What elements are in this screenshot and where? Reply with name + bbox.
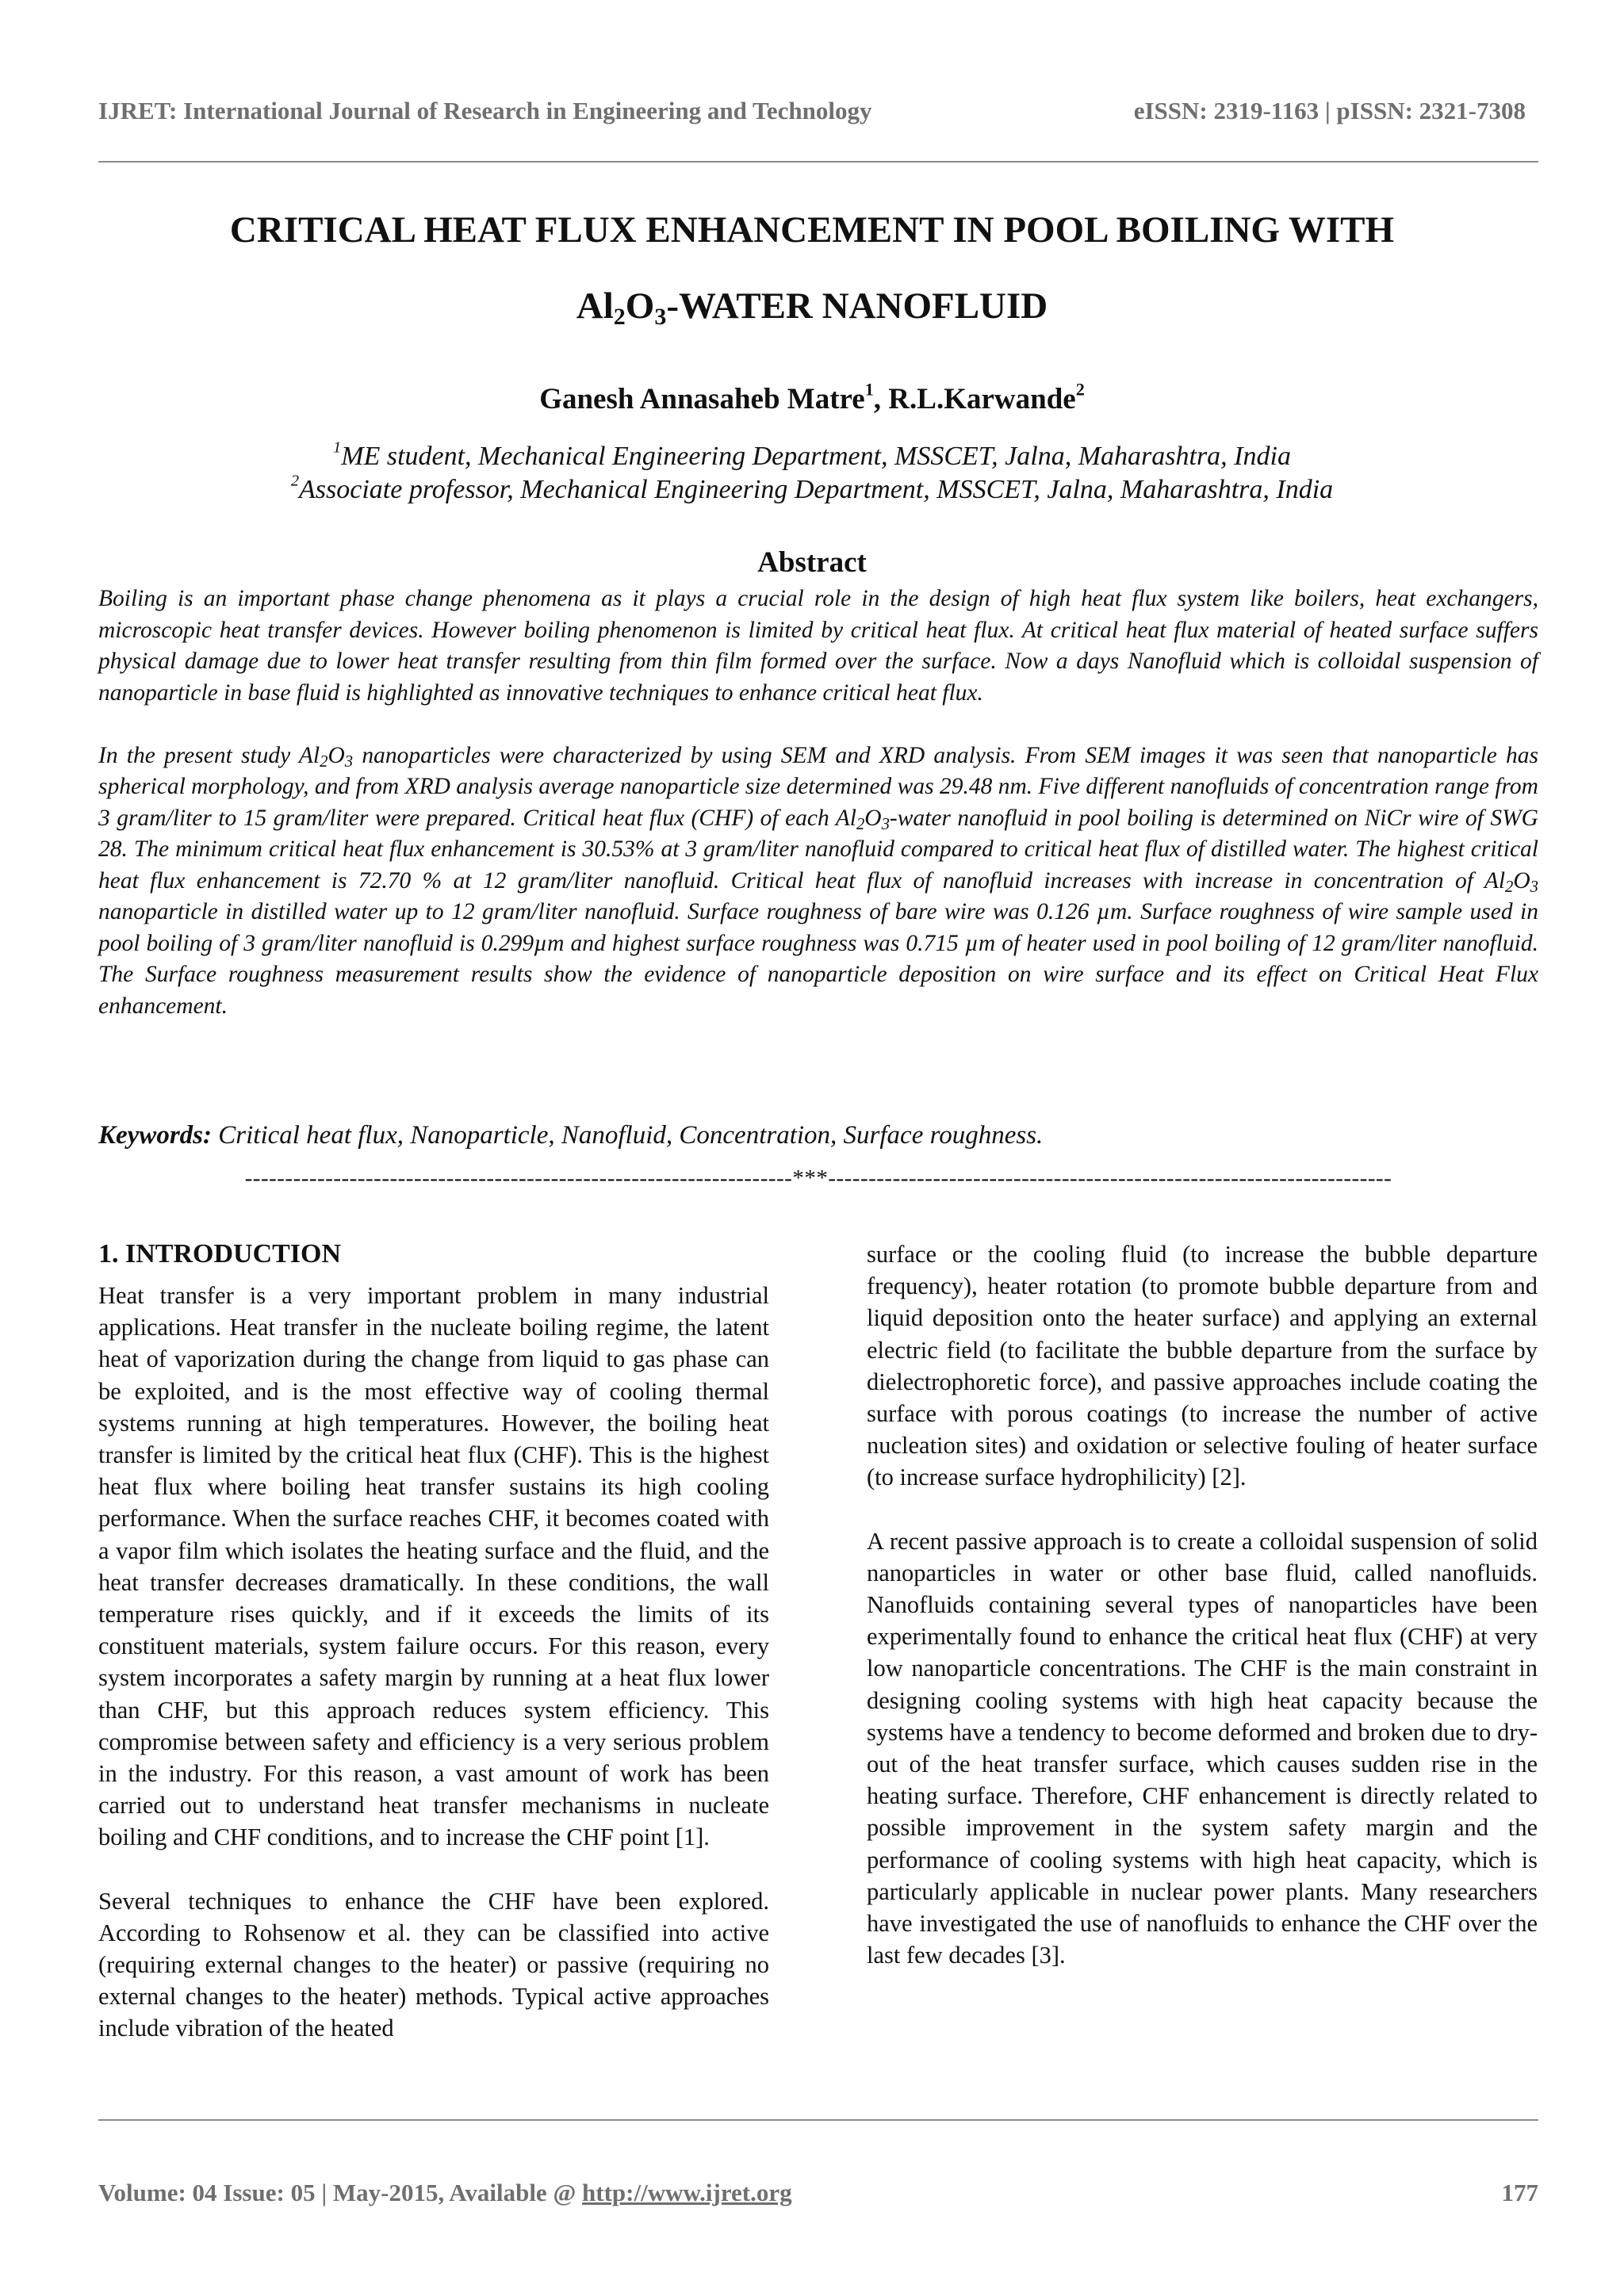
author-1-mark: 1 [864,379,874,400]
subscript: 3 [1530,878,1538,896]
keywords-text: Critical heat flux, Nanoparticle, Nanofluid, Concentration, Surface roughness. [212,1121,1044,1150]
author-separator: , [873,383,889,415]
affiliation-2 [79,473,1545,507]
affiliations [79,440,1545,507]
author-1: Ganesh Annasaheb Matre [539,383,865,415]
header-rule [98,161,1538,163]
journal-link[interactable]: http://www.ijret.org [582,2179,792,2206]
keywords-label: Keywords: [98,1121,212,1150]
intro-paragraph-3: surface or the cooling fluid (to increase the bubble departure frequency), heater rotation (to promote bubble departure from and liquid deposition onto the heater surface) and applying an external electric field (to facilitate the bubble departure from the surface by dielectrophoretic force), and passive approaches include coating the surface with porous coatings (to increase the number of active nucleation sites) and oxidation or selective fouling of heater surface (to increase surface hydrophilicity) [2]. [867,1241,1538,1491]
title-sub-3: 3 [654,304,667,330]
running-header [98,97,1526,125]
affiliation-1 [79,440,1545,473]
subscript: 3 [881,815,890,833]
abstract-text: O [864,805,882,831]
section-separator: --------------------------------------------------------------------***---------------------------------------------------------------------- [244,1165,1392,1191]
title-line-1: CRITICAL HEAT FLUX ENHANCEMENT IN POOL BOILING WITH [229,209,1395,251]
journal-name: IJRET: International Journal of Research in Engineering and Technology [98,97,872,124]
footer-volume-text: Volume: 04 Issue: 05 | May-2015, Available @ [98,2179,583,2206]
abstract-text: nanoparticle in distilled water up to 12 gram/liter nanofluid. Surface roughness of bare wire was 0.126 µm. Surface roughness of wire sample used in pool boiling of 3 gram/liter nanofluid is 0.299µm and highest surface roughness was 0.715 µm of heater used in pool boiling of 12 gram/liter nanofluid. The Surface roughness measurement results show the evidence of nanoparticle deposition on wire surface and its effect on Critical Heat Flux enhancement. [98,899,1538,1019]
abstract-heading: Abstract [757,546,867,579]
author-2: R.L.Karwande [888,383,1076,415]
paper-title [79,201,1545,354]
intro-paragraph-1: Heat transfer is a very important problem in many industrial applications. Heat transfer in the nucleate boiling regime, the latent heat of vaporization during the change from liquid to gas phase can be exploited, and is the most effective way of cooling thermal systems running at high temperatures. However, the boiling heat transfer is limited by the critical heat flux (CHF). This is the highest heat flux where boiling heat transfer sustains its high cooling performance. When the surface reaches CHF, it becomes coated with a vapor film which isolates the heating surface and the fluid, and the heat transfer decreases dramatically. In these conditions, the wall temperature rises quickly, and if it exceeds the limits of its constituent materials, system failure occurs. For this reason, every system incorporates a safety margin by running at a heat flux lower than CHF, but this approach reduces system efficiency. This compromise between safety and efficiency is a very serious problem in the industry. For this reason, a vast amount of work has been carried out to understand heat transfer mechanisms in nucleate boiling and CHF conditions, and to increase the CHF point [1]. [98,1282,769,1851]
footer-rule [98,2119,1538,2121]
abstract-paragraph-2 [98,740,1538,1023]
affiliation-2-text: Associate professor, Mechanical Engineering Department, MSSCET, Jalna, Maharashtra, India [299,475,1334,504]
abstract-text: In the present study Al [98,742,320,768]
title-o: O [625,285,655,327]
abstract-text: nanoparticles were characterized by using SEM and XRD analysis. From SEM images it was seen that nanoparticle has spherical morphology, and from XRD analysis average nanoparticle size determined was 29.48 nm. Five different nanofluids of concentration range from 3 gram/liter to 15 gram/liter were prepared. Critical heat flux (CHF) of each Al [98,742,1538,831]
subscript: 2 [1505,878,1514,896]
title-suffix: -WATER NANOFLUID [666,285,1048,327]
author-2-mark: 2 [1075,379,1085,400]
author-list [79,379,1545,416]
title-sub-2: 2 [613,304,626,330]
title-line-2 [79,258,1545,354]
intro-paragraph-4: A recent passive approach is to create a colloidal suspension of solid nanoparticles in water or other base fluid, called nanofluids. Nanofluids containing several types of nanoparticles have been experimentally found to enhance the critical heat flux (CHF) at very low nanoparticle concentrations. The CHF is the main constraint in designing cooling systems with high heat capacity because the systems have a tendency to become deformed and broken due to dry-out of the heat transfer surface, which causes sudden rise in the heating surface. Therefore, CHF enhancement is directly related to possible improvement in the system safety margin and the performance of cooling systems with high heat capacity, which is particularly applicable in nuclear power plants. Many researchers have investigated the use of nanofluids to enhance the CHF over the last few decades [3]. [867,1527,1538,1969]
issn-info: eISSN: 2319-1163 | pISSN: 2321-7308 [1133,97,1526,124]
title-al: Al [576,285,614,327]
introduction-heading: 1. INTRODUCTION [98,1239,342,1269]
intro-paragraph-2: Several techniques to enhance the CHF have been explored. According to Rohsenow et al. they can be classified into active (requiring external changes to the heater) or passive (requiring no external changes to the heater) methods. Typical active approaches include vibration of the heated [98,1887,769,2042]
right-column [867,1238,1538,2003]
affiliation-1-text: ME student, Mechanical Engineering Department, MSSCET, Jalna, Maharashtra, India [341,442,1291,471]
abstract-text: -water nanofluid in pool boiling is determined on NiCr wire of SWG 28. The minimum critical heat flux enhancement is 30.53% at 3 gram/liter nanofluid compared to critical heat flux of distilled water. The highest critical heat flux enhancement is 72.70 % at 12 gram/liter nanofluid. Critical heat flux of nanofluid increases with increase in concentration of Al [98,805,1538,894]
abstract-paragraph-1: Boiling is an important phase change phenomena as it plays a crucial role in the design of high heat flux system like boilers, heat exchangers, microscopic heat transfer devices. However boiling phenomenon is limited by critical heat flux. At critical heat flux material of heated surface suffers physical damage due to lower heat transfer resulting from thin film formed over the surface. Now a days Nanofluid which is colloidal suspension of nanoparticle in base fluid is highlighted as innovative techniques to enhance critical heat flux. [98,586,1538,706]
subscript: 3 [344,752,354,771]
subscript: 2 [320,752,328,771]
keywords [98,1121,1538,1150]
affiliation-1-mark: 1 [333,438,342,457]
page-number: 177 [1501,2179,1538,2206]
footer-volume [98,2179,792,2207]
abstract-body [98,584,1538,1054]
running-footer [98,2179,1538,2207]
abstract-text: O [1513,867,1530,894]
subscript: 2 [856,815,865,833]
abstract-text: O [327,742,345,768]
affiliation-2-mark: 2 [290,472,300,490]
left-column [98,1237,769,2076]
